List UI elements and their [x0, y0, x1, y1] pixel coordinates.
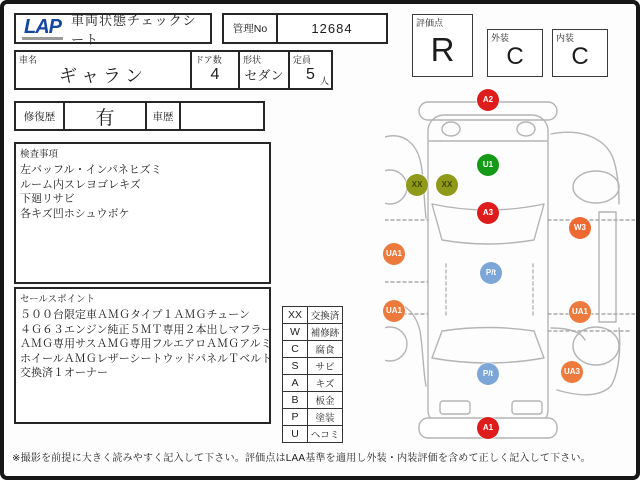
legend-code: A	[283, 375, 308, 391]
doors-value: 4	[210, 65, 220, 83]
exterior-score-box	[487, 29, 543, 77]
interior-score-value: C	[571, 43, 589, 70]
legend-code: U	[283, 426, 308, 442]
car-name-cell	[16, 52, 190, 88]
legend-desc: 板金	[315, 396, 335, 407]
damage-code-legend	[282, 306, 343, 443]
damage-marker-a3: A3	[477, 202, 499, 224]
car-name-label: 車名	[19, 55, 38, 65]
overall-score-label: 評価点	[416, 18, 444, 28]
damage-marker-xx: XX	[406, 174, 428, 196]
sales-line: ４Ｇ６３エンジン純正５ＭＴ専用２本出しマフラー	[20, 323, 273, 336]
damage-marker-xx: XX	[436, 174, 458, 196]
exterior-score-label: 外装	[491, 33, 510, 43]
car-career-value	[179, 103, 263, 129]
overall-score-box	[412, 14, 473, 77]
damage-marker-ua1: UA1	[383, 243, 405, 265]
vehicle-info-row	[14, 50, 333, 90]
legend-row	[283, 340, 342, 357]
capacity-value: 5	[306, 65, 315, 83]
exterior-score-value: C	[506, 43, 524, 70]
body-shape-label: 形状	[243, 55, 262, 65]
legend-code: C	[283, 341, 308, 357]
damage-marker-p-t: P/t	[480, 262, 502, 284]
inspection-line: 左バッフル・インパネヒズミ	[20, 164, 162, 176]
car-career-label: 車歴	[145, 103, 179, 129]
legend-desc: 補修跡	[310, 328, 340, 339]
legend-row	[283, 357, 342, 374]
damage-marker-a1: A1	[477, 417, 499, 439]
legend-row	[283, 307, 342, 323]
management-number-box	[222, 13, 388, 44]
repair-history-row	[14, 101, 265, 131]
footer-note: ※撮影を前提に大きく読みやすく記入して下さい。評価点はLAA基準を適用し外装・内装評価を含めて正しく記入して下さい。	[12, 453, 591, 464]
legend-desc: ヘコミ	[310, 430, 340, 441]
legend-code: P	[283, 409, 308, 425]
capacity-cell	[288, 52, 331, 88]
management-number-value: 12684	[311, 21, 353, 36]
overall-score-value: R	[430, 30, 455, 68]
legend-code: XX	[283, 307, 308, 323]
legend-code: W	[283, 324, 308, 340]
damage-marker-w3: W3	[569, 217, 591, 239]
damage-marker-ua1: UA1	[569, 301, 591, 323]
body-shape-cell	[238, 52, 288, 88]
inspection-items-box	[14, 142, 271, 284]
doors-cell	[190, 52, 238, 88]
damage-marker-ua3: UA3	[561, 361, 583, 383]
legend-desc: 塗装	[315, 413, 335, 424]
repair-history-value: 有	[63, 103, 145, 129]
car-name-value: ギャラン	[59, 65, 147, 86]
body-shape-value: セダン	[244, 68, 284, 83]
sales-line: ホイールＡＭＧレザーシートウッドパネルＴベルト	[20, 352, 273, 365]
sales-points-box	[14, 287, 271, 424]
inspection-items-label: 検査事項	[20, 149, 59, 160]
legend-desc: サビ	[315, 362, 335, 373]
legend-code: B	[283, 392, 308, 408]
sales-line: 交換済１オーナー	[20, 367, 108, 379]
inspection-line: 各キズ凹ホシュウボケ	[20, 207, 130, 220]
damage-marker-layer	[385, 88, 635, 446]
damage-marker-u1: U1	[477, 154, 499, 176]
interior-score-box	[552, 29, 608, 77]
legend-desc: キズ	[315, 379, 335, 390]
legend-code: S	[283, 358, 308, 374]
legend-row	[283, 391, 342, 408]
sales-points-label: セールスポイント	[20, 294, 96, 305]
damage-marker-ua1: UA1	[383, 300, 405, 322]
logo-title-box	[14, 12, 212, 47]
doors-label: ドア数	[195, 55, 222, 65]
capacity-unit: 人	[319, 76, 329, 86]
capacity-label: 定員	[293, 55, 312, 65]
legend-row	[283, 425, 342, 442]
sales-line: ５００台限定車ＡＭＧタイプ１ＡＭＧチューン	[20, 309, 250, 321]
lap-logo: LAP	[24, 16, 61, 38]
legend-desc: 交換済	[310, 311, 340, 322]
legend-row	[283, 374, 342, 391]
legend-row	[283, 408, 342, 425]
damage-marker-p-t: P/t	[477, 363, 499, 385]
inspection-line: ルーム内スレヨゴレキズ	[20, 178, 141, 191]
sheet-title: 車両状態チェックシート	[71, 12, 197, 47]
damage-marker-a2: A2	[477, 89, 499, 111]
legend-row	[283, 323, 342, 340]
repair-history-label: 修復歴	[23, 110, 56, 123]
interior-score-label: 内装	[556, 33, 575, 43]
car-damage-diagram	[385, 88, 635, 446]
management-number-label: 管理No	[224, 15, 278, 42]
inspection-line: 下廻リサビ	[20, 193, 75, 205]
legend-desc: 腐食	[315, 345, 335, 356]
sales-line: ＡＭＧ専用サスＡＭＧ専用フルエアロＡＭＧアルミ	[20, 338, 272, 350]
